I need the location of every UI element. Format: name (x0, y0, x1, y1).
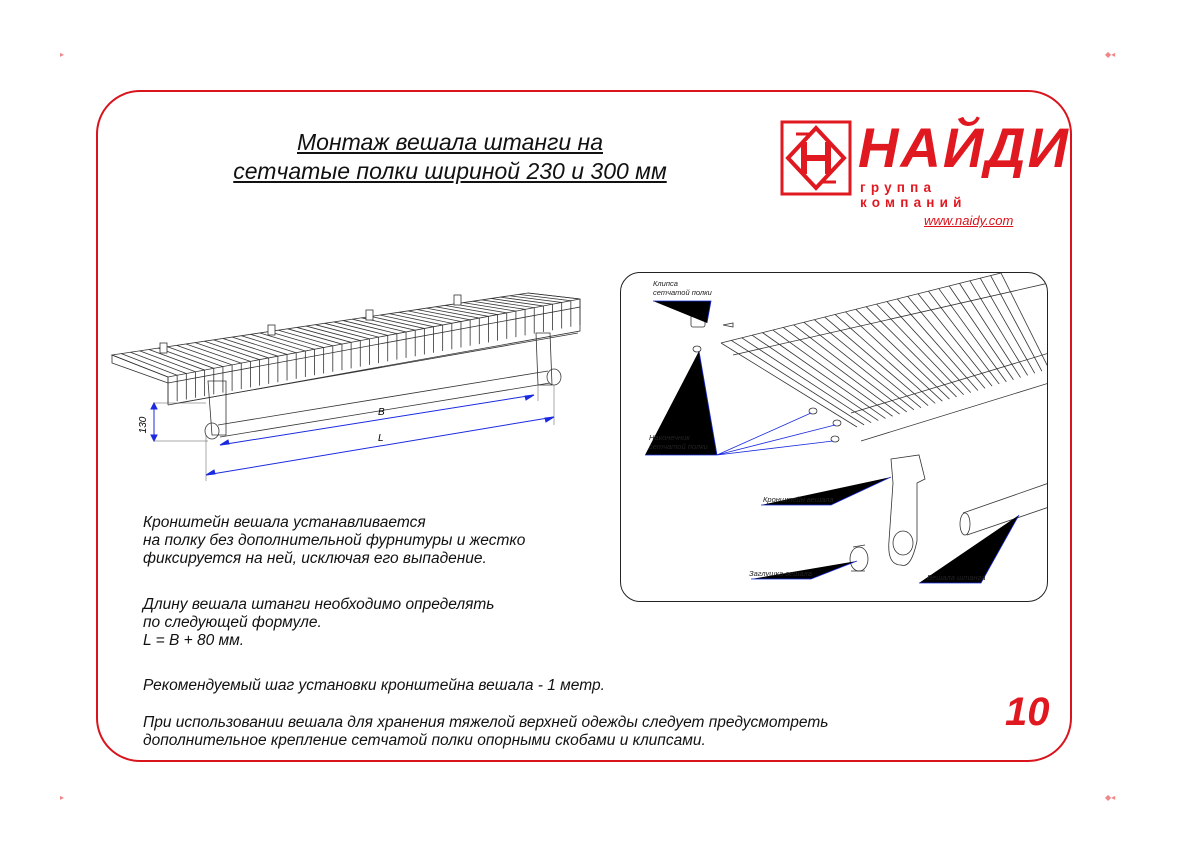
logo-mark-icon (780, 120, 852, 196)
logo-word: НАЙДИ (858, 116, 1070, 179)
crop-mark-tr: ◆◂ (1105, 50, 1116, 59)
company-logo (780, 116, 1070, 210)
label-tip: Наконечник сетчатой полки (649, 433, 708, 451)
dim-height-label: 130 (138, 416, 149, 434)
dim-b-label: B (378, 407, 385, 418)
parts-diagram (620, 272, 1048, 602)
title-line-2: сетчатые полки шириной 230 и 300 мм (233, 158, 667, 184)
crop-mark-br: ◆◂ (1105, 793, 1116, 802)
crop-mark-bl: ▸ (60, 793, 65, 802)
logo-subtitle: группа компаний (860, 180, 967, 210)
page-number: 10 (1005, 690, 1050, 734)
paragraph-heavy-clothes: При использовании вешала для хранения тяжелой верхней одежды следует предусмотреть дополнительное крепление сетчатой полки опорными скобами и клипсами. (143, 714, 829, 749)
website-link[interactable]: www.naidy.com (924, 213, 1014, 228)
paragraph-formula: Длину вешала штанги необходимо определять по следующей формуле. L = B + 80 мм. (143, 596, 495, 649)
page-title (150, 128, 750, 186)
title-line-1: Монтаж вешала штанги на (297, 129, 603, 155)
paragraph-step: Рекомендуемый шаг установки кронштейна вешала - 1 метр. (143, 677, 605, 694)
label-bracket: Кронштейн вешала (763, 495, 834, 504)
label-clip: Клипса сетчатой полки (653, 279, 712, 297)
paragraph-bracket: Кронштейн вешала устанавливается на полку без дополнительной фурнитуры и жестко фиксируется на ней, исключая его выпадение. (143, 514, 526, 567)
label-rod: Вешала штанга (927, 573, 986, 582)
label-cap: Заглушка вешала (749, 569, 812, 578)
dim-l-label: L (378, 433, 384, 444)
crop-mark-tl: ▸ (60, 50, 65, 59)
shelf-assembly-drawing (108, 285, 588, 485)
